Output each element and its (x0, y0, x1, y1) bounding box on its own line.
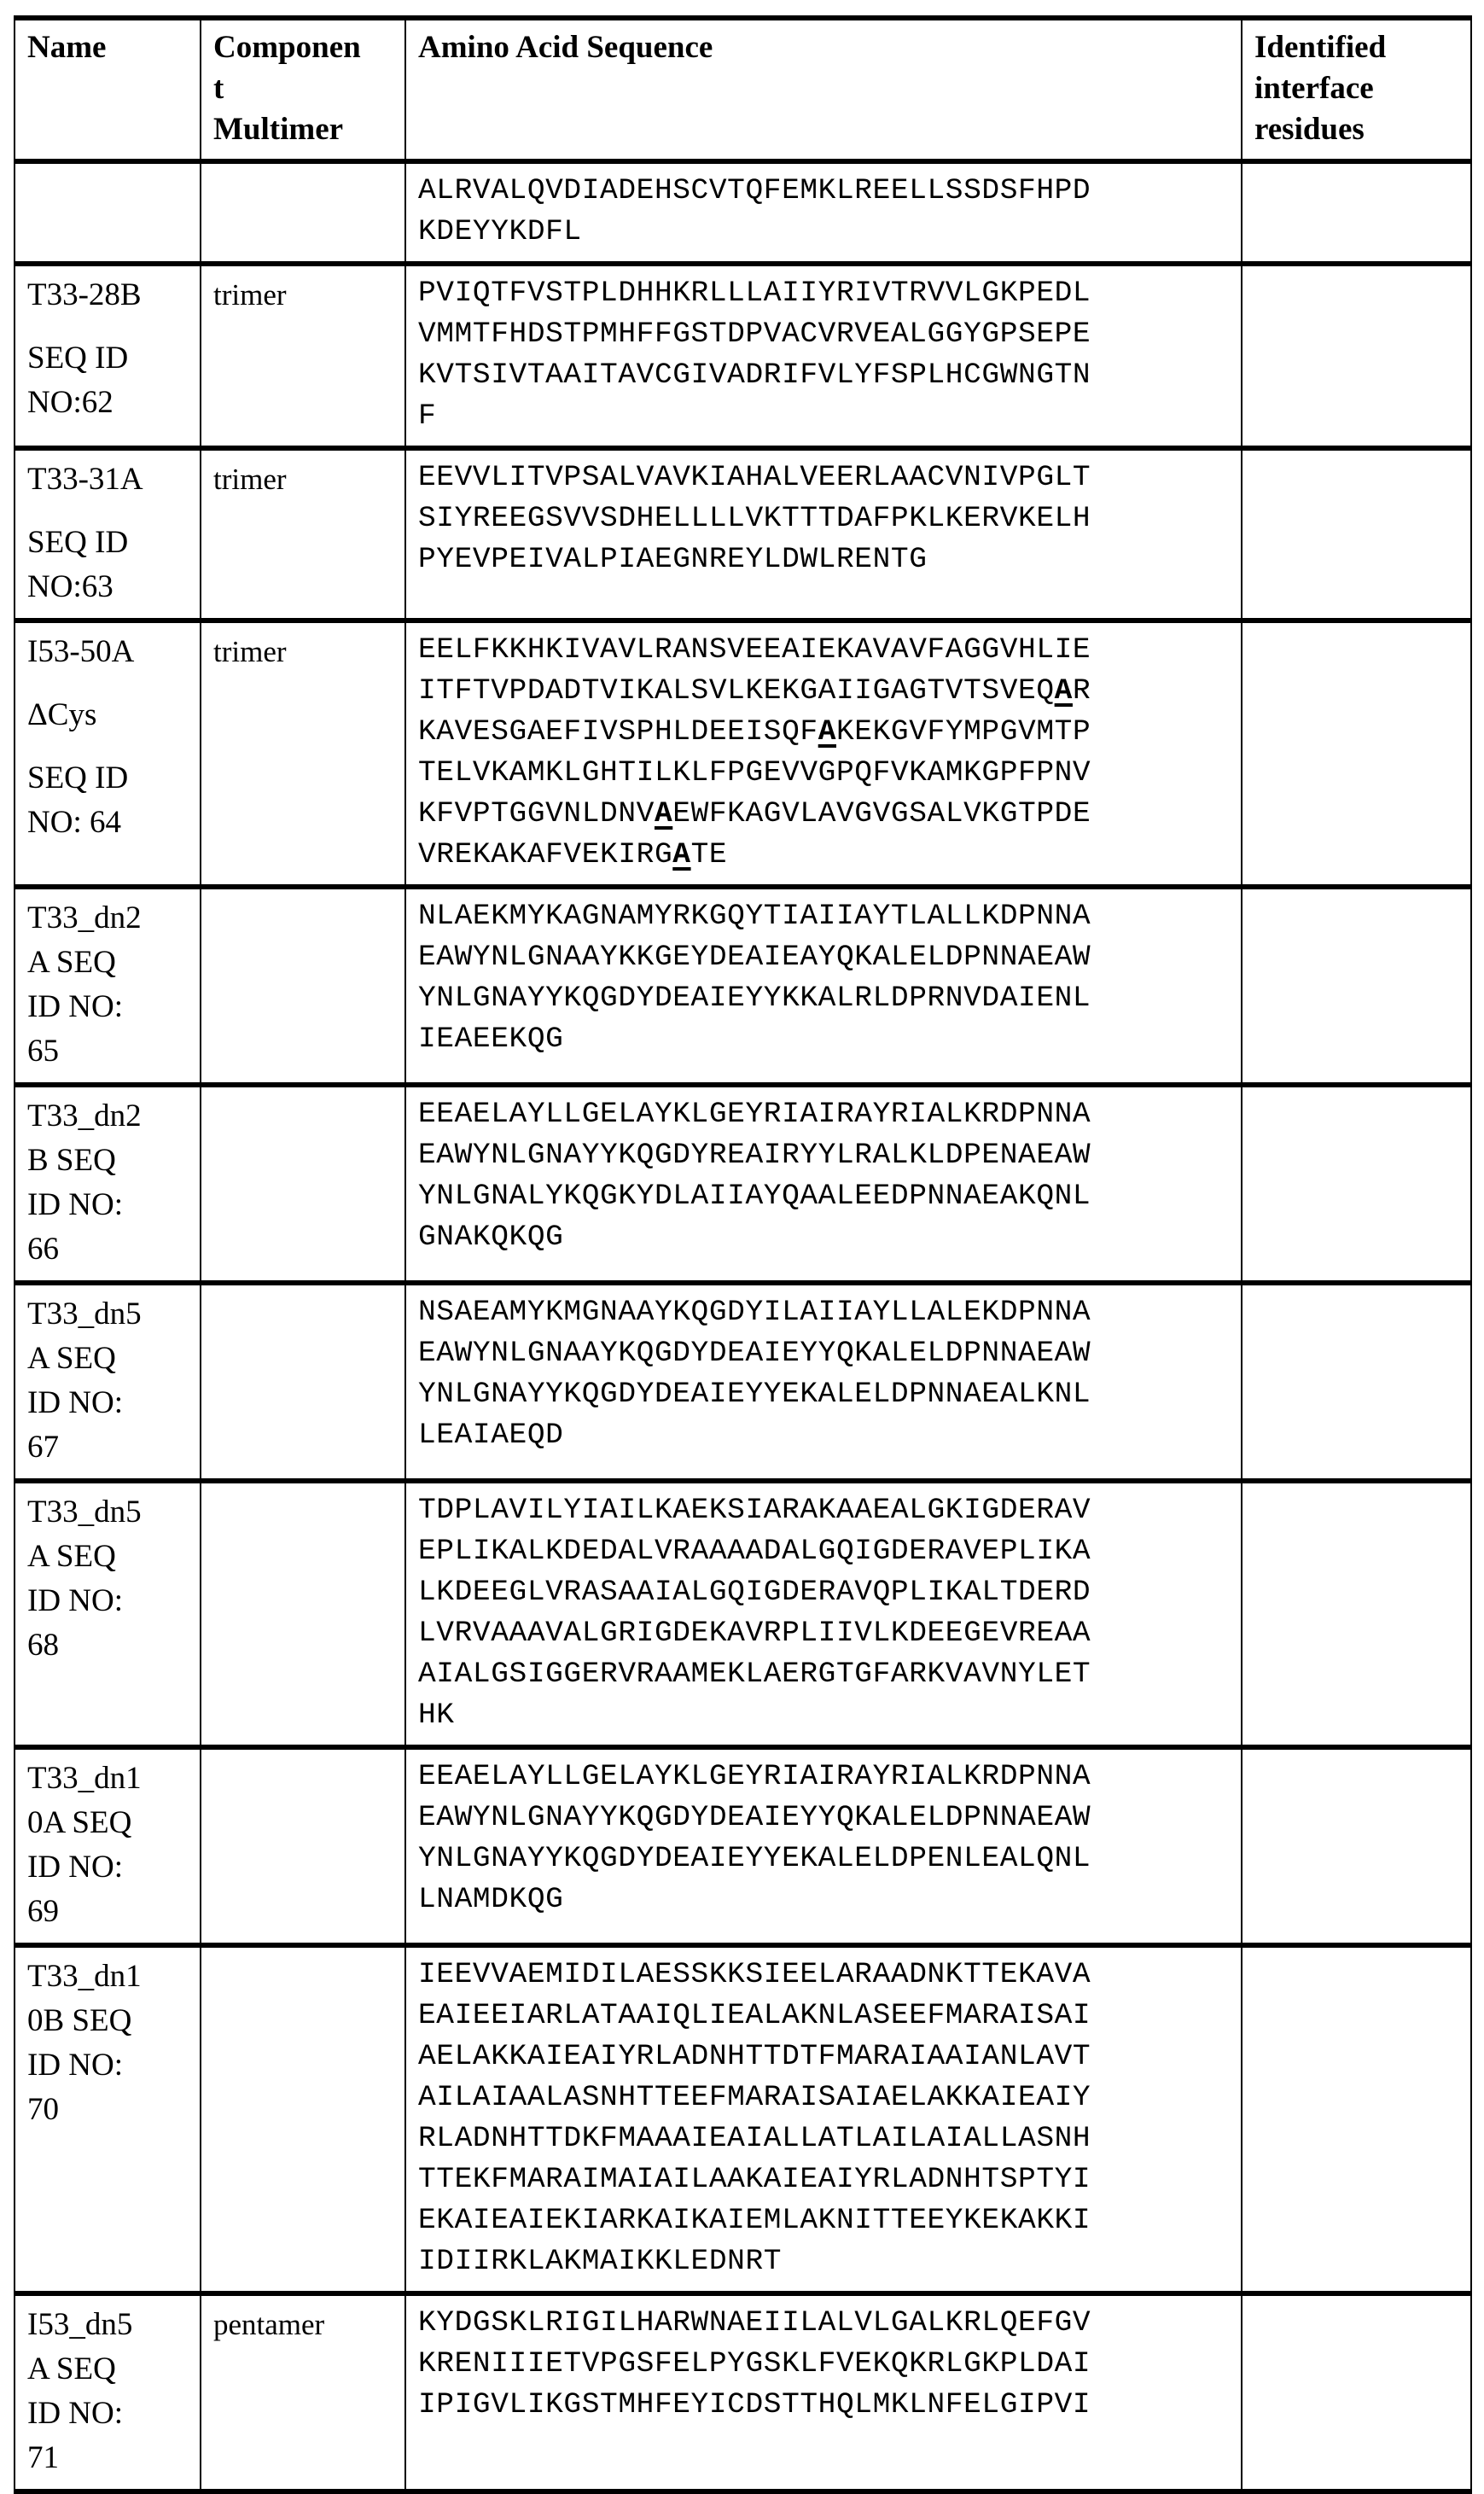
header-component-line-1: Componen (213, 30, 361, 65)
name-cell (15, 1481, 201, 1747)
name-line: A SEQ (27, 945, 116, 980)
sequence-line: EAIEEIARLATAAIQLIEALAKNLASEEFMARAISAI (418, 1999, 1091, 2032)
sequence-line: RLADNHTTDKFMAAAIEAIALLATLAILAIALLASNH (418, 2122, 1091, 2155)
table-row (15, 2293, 1471, 2491)
header-component-line-2: t (213, 71, 224, 106)
name-line: A SEQ (27, 1341, 116, 1376)
interface-residues-cell (1242, 2293, 1471, 2491)
multimer-cell: pentamer (201, 2293, 405, 2491)
sequence-line: VREKAKAFVEKIRGATE (418, 838, 728, 871)
header-interface-residues (1242, 18, 1471, 161)
table-row (15, 1747, 1471, 1945)
name-cell (15, 1747, 201, 1945)
multimer-cell (201, 1481, 405, 1747)
multimer-cell (201, 161, 405, 264)
sequence-line: AIALGSIGGERVRAAMEKLAERGTGFARKVAVNYLET (418, 1658, 1091, 1691)
sequence-line: EELFKKHKIVAVLRANSVEEAIEKAVAVFAGGVHLIE (418, 633, 1091, 667)
sequence-line: NSAEAMYKMGNAAYKQGDYILAIIAYLLALEKDPNNA (418, 1296, 1091, 1329)
name-line (27, 318, 188, 336)
interface-residues-cell (1242, 448, 1471, 621)
name-line: 66 (27, 1232, 59, 1267)
sequence-cell (405, 621, 1242, 887)
sequence-line: EAWYNLGNAYYKQGDYDEAIEYYQKALELDPNNAEAW (418, 1801, 1091, 1834)
sequence-line: LVRVAAAVALGRIGDEKAVRPLIIVLKDEEGEVREAA (418, 1617, 1091, 1650)
sequence-line: HK (418, 1699, 455, 1732)
name-line: SEQ ID (27, 525, 129, 560)
sequence-line: LNAMDKQG (418, 1883, 564, 1916)
sequence-line: NLAEKMYKAGNAMYRKGQYTIAIIAYTLALLKDPNNA (418, 900, 1091, 933)
table-row (15, 448, 1471, 621)
name-line: ID NO: (27, 2048, 124, 2083)
sequence-line: PYEVPEIVALPIAEGNREYLDWLRENTG (418, 543, 928, 576)
interface-residues-cell (1242, 1085, 1471, 1283)
sequence-cell (405, 161, 1242, 264)
multimer-cell (201, 1747, 405, 1945)
name-line: 71 (27, 2440, 59, 2475)
name-line: ID NO: (27, 1187, 124, 1222)
interface-residues-cell (1242, 1283, 1471, 1481)
sequence-cell (405, 264, 1242, 448)
name-line: ID NO: (27, 989, 124, 1024)
sequence-line: EAWYNLGNAAYKKGEYDEAIEAYQKALELDPNNAEAW (418, 941, 1091, 974)
name-line: T33_dn1 (27, 1959, 142, 1994)
sequence-line: GNAKQKQG (418, 1221, 564, 1254)
name-line: T33_dn5 (27, 1297, 142, 1331)
interface-residues-cell (1242, 161, 1471, 264)
sequence-line: YNLGNAYYKQGDYDEAIEYYEKALELDPENLEALQNL (418, 1842, 1091, 1875)
sequence-line: KVTSIVTAAITAVCGIVADRIFVLYFSPLHCGWNGTN (418, 358, 1091, 392)
name-line: ID NO: (27, 1385, 124, 1420)
header-row (15, 18, 1471, 161)
name-line: NO: 64 (27, 805, 121, 840)
name-line: T33_dn5 (27, 1495, 142, 1530)
header-interface-line-2: interface (1254, 71, 1374, 106)
name-cell (15, 621, 201, 887)
sequence-line: KAVESGAEFIVSPHLDEEISQFAKEKGVFYMPGVMTP (418, 715, 1091, 749)
sequence-line: KDEYYKDFL (418, 215, 582, 248)
multimer-cell (201, 1945, 405, 2293)
multimer-cell (201, 887, 405, 1085)
sequence-line: ITFTVPDADTVIKALSVLKEKGAIIGAGTVTSVEQAR (418, 674, 1091, 708)
sequence-line: EEAELAYLLGELAYKLGEYRIAIRAYRIALKRDPNNA (418, 1760, 1091, 1793)
interface-residues-cell (1242, 264, 1471, 448)
name-line: I53_dn5 (27, 2307, 133, 2342)
name-line (27, 502, 188, 521)
name-line: T33_dn2 (27, 900, 142, 935)
name-line: SEQ ID (27, 760, 129, 795)
interface-residues-cell (1242, 1747, 1471, 1945)
multimer-cell: trimer (201, 448, 405, 621)
sequence-line: EAWYNLGNAAYKQGDYDEAIEYYQKALELDPNNAEAW (418, 1337, 1091, 1370)
sequence-line: EKAIEAIEKIARKAIKAIEMLAKNITTEEYKEKAKKI (418, 2204, 1091, 2237)
mutated-residue: A (818, 715, 836, 749)
table-row (15, 1085, 1471, 1283)
sequence-cell (405, 1085, 1242, 1283)
sequence-line: LEAIAEQD (418, 1419, 564, 1452)
table-row (15, 264, 1471, 448)
sequence-line: ALRVALQVDIADEHSCVTQFEMKLREELLSSDSFHPD (418, 174, 1091, 207)
sequence-line: YNLGNAYYKQGDYDEAIEYYKKALRLDPRNVDAIENL (418, 982, 1091, 1015)
table-row (15, 1283, 1471, 1481)
name-line: ΔCys (27, 697, 97, 732)
sequence-line: YNLGNAYYKQGDYDEAIEYYEKALELDPNNAEALKNL (418, 1378, 1091, 1411)
name-cell (15, 1283, 201, 1481)
name-cell (15, 2293, 201, 2491)
sequence-table (14, 15, 1472, 2494)
sequence-line: IDIIRKLAKMAIKKLEDNRT (418, 2245, 783, 2278)
sequence-line: EAWYNLGNAYYKQGDYREAIRYYLRALKLDPENAEAW (418, 1139, 1091, 1172)
sequence-line: VMMTFHDSTPMHFFGSTDPVACVRVEALGGYGPSEPE (418, 318, 1091, 351)
name-cell (15, 1945, 201, 2293)
name-cell (15, 887, 201, 1085)
header-component-multimer (201, 18, 405, 161)
name-line: NO:63 (27, 569, 113, 604)
table-row (15, 621, 1471, 887)
name-line: T33_dn1 (27, 1761, 142, 1796)
sequence-line: KRENIIIETVPGSFELPYGSKLFVEKQKRLGKPLDAI (418, 2347, 1091, 2380)
name-line: 70 (27, 2092, 59, 2127)
name-cell (15, 161, 201, 264)
table-body (15, 161, 1471, 2491)
name-cell (15, 1085, 201, 1283)
header-interface-line-3: residues (1254, 112, 1365, 147)
name-line: 67 (27, 1430, 59, 1465)
name-line: 69 (27, 1894, 59, 1929)
name-line: 68 (27, 1628, 59, 1663)
name-line: ID NO: (27, 1583, 124, 1618)
sequence-line: EEVVLITVPSALVAVKIAHALVEERLAACVNIVPGLT (418, 461, 1091, 494)
name-line (27, 737, 188, 756)
name-line: B SEQ (27, 1143, 116, 1178)
sequence-line: F (418, 399, 437, 433)
sequence-line: IPIGVLIKGSTMHFEYICDSTTHQLMKLNFELGIPVI (418, 2388, 1091, 2421)
mutated-residue: A (654, 797, 673, 830)
sequence-line: TELVKAMKLGHTILKLFPGEVVGPQFVKAMKGPFPNV (418, 756, 1091, 790)
interface-residues-cell (1242, 887, 1471, 1085)
name-line: 0A SEQ (27, 1805, 132, 1840)
sequence-line: EEAELAYLLGELAYKLGEYRIAIRAYRIALKRDPNNA (418, 1098, 1091, 1131)
sequence-line: PVIQTFVSTPLDHHKRLLLAIIYRIVTRVVLGKPEDL (418, 277, 1091, 310)
multimer-cell: trimer (201, 264, 405, 448)
name-line (27, 674, 188, 693)
name-line: 0B SEQ (27, 2003, 132, 2038)
interface-residues-cell (1242, 1481, 1471, 1747)
sequence-line: YNLGNALYKQGKYDLAIIAYQAALEEDPNNAEAKQNL (418, 1180, 1091, 1213)
name-line: ID NO: (27, 2396, 124, 2431)
name-line: SEQ ID (27, 341, 129, 376)
sequence-cell (405, 1283, 1242, 1481)
name-line: A SEQ (27, 1539, 116, 1574)
multimer-cell: trimer (201, 621, 405, 887)
name-line: 65 (27, 1034, 59, 1069)
name-line: ID NO: (27, 1850, 124, 1885)
interface-residues-cell (1242, 1945, 1471, 2293)
name-line: T33_dn2 (27, 1098, 142, 1133)
header-interface-line-1: Identified (1254, 30, 1387, 65)
sequence-line: TDPLAVILYIAILKAEKSIARAKAAEALGKIGDERAV (418, 1494, 1091, 1527)
header-name: Name (15, 18, 201, 161)
interface-residues-cell (1242, 621, 1471, 887)
mutated-residue: A (672, 838, 691, 871)
mutated-residue: A (1054, 674, 1073, 708)
sequence-line: KYDGSKLRIGILHARWNAEIILALVLGALKRLQEFGV (418, 2306, 1091, 2340)
sequence-line: EPLIKALKDEDALVRAAAADALGQIGDERAVEPLIKA (418, 1535, 1091, 1568)
sequence-line: IEEVVAEMIDILAESSKKSIEELARAADNKTTEKAVA (418, 1958, 1091, 1991)
sequence-line: AELAKKAIEAIYRLADNHTTDTFMARAIAAIANLAVT (418, 2040, 1091, 2073)
sequence-line: AILAIAALASNHTTEEFMARAISAIAELAKKAIEAIY (418, 2081, 1091, 2114)
sequence-line: LKDEEGLVRASAAIALGQIGDERAVQPLIKALTDERD (418, 1576, 1091, 1609)
name-line: T33-28B (27, 277, 142, 312)
multimer-cell (201, 1283, 405, 1481)
sequence-cell (405, 448, 1242, 621)
table-row (15, 161, 1471, 264)
table-row (15, 1481, 1471, 1747)
name-cell (15, 264, 201, 448)
sequence-cell (405, 2293, 1242, 2491)
sequence-line: SIYREEGSVVSDHELLLLVKTTTDAFPKLKERVKELH (418, 502, 1091, 535)
sequence-cell (405, 1481, 1242, 1747)
sequence-line: IEAEEKQG (418, 1023, 564, 1056)
sequence-cell (405, 887, 1242, 1085)
sequence-cell (405, 1945, 1242, 2293)
name-line: T33-31A (27, 462, 143, 497)
name-line: A SEQ (27, 2351, 116, 2386)
multimer-cell (201, 1085, 405, 1283)
sequence-line: TTEKFMARAIMAIAILAAKAIEAIYRLADNHTSPTYI (418, 2163, 1091, 2196)
table-row (15, 887, 1471, 1085)
name-line: NO:62 (27, 385, 113, 420)
header-component-line-3: Multimer (213, 112, 344, 147)
sequence-cell (405, 1747, 1242, 1945)
name-line: I53-50A (27, 634, 135, 669)
sequence-line: KFVPTGGVNLDNVAEWFKAGVLAVGVGSALVKGTPDE (418, 797, 1091, 830)
header-sequence: Amino Acid Sequence (405, 18, 1242, 161)
table-row (15, 1945, 1471, 2293)
name-cell (15, 448, 201, 621)
